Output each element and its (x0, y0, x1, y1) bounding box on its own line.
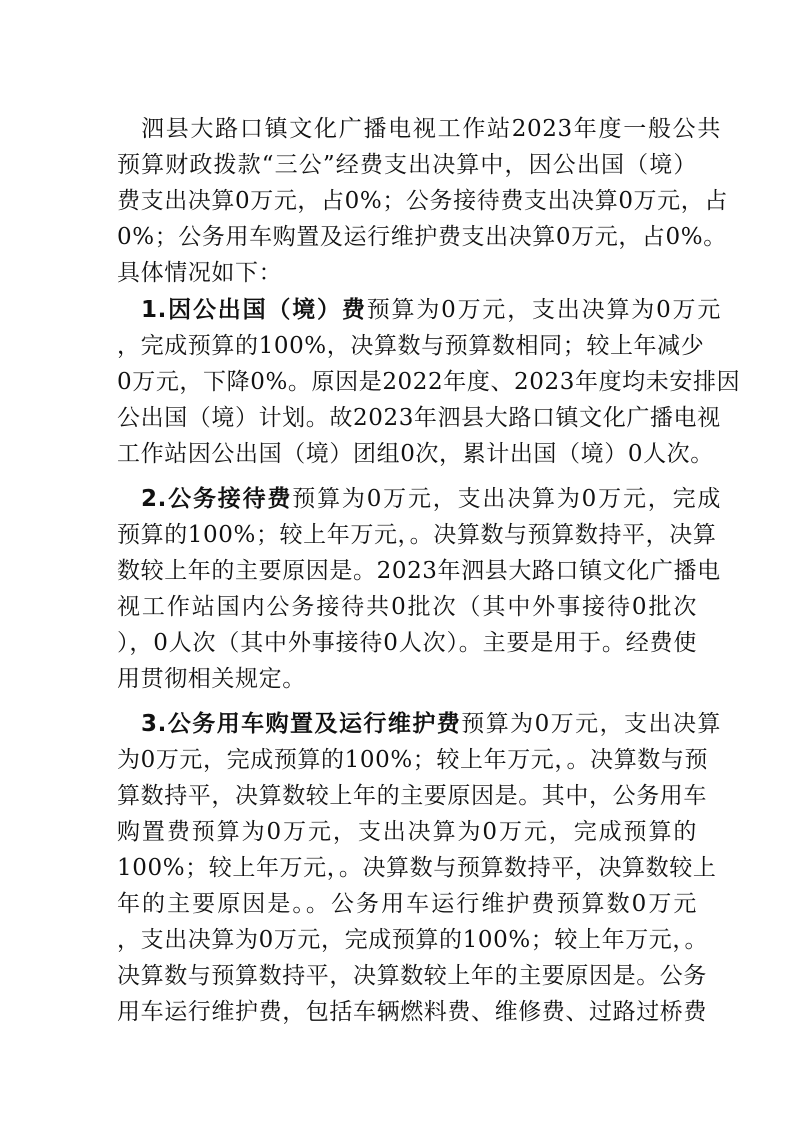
paragraph-line: 用车运行维护费，包括车辆燃料费、维修费、过路过桥费 (117, 999, 707, 1025)
paragraph-line: ，支出决算为0万元，完成预算的100%；较上年万元，。 (117, 927, 709, 953)
section-heading-3: 3.公务用车购置及运行维护费 (141, 711, 462, 737)
paragraph-line: 数较上年的主要原因是。2023年泗县大路口镇文化广播电 (117, 558, 721, 584)
paragraph-text: 预算为0万元，支出决算为0万元，完成 (292, 486, 721, 512)
section-line (141, 706, 721, 742)
paragraph-line: 预算财政拨款“三公”经费支出决算中，因公出国（境） (117, 152, 697, 178)
section-heading-2: 2.公务接待费 (141, 486, 293, 512)
paragraph-line: 具体情况如下： (117, 260, 283, 286)
paragraph-line: 费支出决算0万元，占0%；公务接待费支出决算0万元，占 (117, 188, 728, 214)
paragraph-line: 视工作站国内公务接待共0批次（其中外事接待0批次 (117, 594, 697, 620)
paragraph-line: 算数持平，决算数较上年的主要原因是。其中，公务用车 (117, 783, 707, 809)
paragraph-line: 年的主要原因是。。公务用车运行维护费预算数0万元 (117, 891, 697, 917)
paragraph-text: 预算为0万元，支出决算 (461, 711, 722, 737)
paragraph-line: 购置费预算为0万元，支出决算为0万元，完成预算的 (117, 819, 697, 845)
paragraph-line: 0万元，下降0%。原因是2022年度、2023年度均未安排因 (117, 369, 741, 395)
section-line (141, 292, 721, 328)
paragraph-line: ，完成预算的100%，决算数与预算数相同；较上年减少 (117, 333, 705, 359)
paragraph-line: 100%；较上年万元，。决算数与预算数持平，决算数较上 (117, 855, 717, 881)
paragraph-line: 泗县大路口镇文化广播电视工作站2023年度一般公共 (141, 116, 721, 142)
paragraph-line: 工作站因公出国（境）团组0次，累计出国（境）0人次。 (117, 441, 714, 467)
paragraph-line: 为0万元，完成预算的100%；较上年万元，。决算数与预 (117, 747, 709, 773)
paragraph-line: 公出国（境）计划。故2023年泗县大路口镇文化广播电视 (117, 405, 721, 431)
paragraph-line: ），0人次（其中外事接待0人次）。主要是用于。经费使 (117, 630, 697, 656)
paragraph-line: 预算的100%；较上年万元，。决算数与预算数持平，决算 (117, 522, 717, 548)
paragraph-line: 0%；公务用车购置及运行维护费支出决算0万元，占0%。 (117, 224, 727, 250)
paragraph-text: 预算为0万元，支出决算为0万元 (366, 297, 721, 323)
section-heading-1: 1.因公出国（境）费 (141, 297, 367, 323)
paragraph-line: 决算数与预算数持平，决算数较上年的主要原因是。公务 (117, 963, 707, 989)
section-line (141, 481, 721, 517)
paragraph-line: 用贯彻相关规定。 (117, 666, 306, 692)
